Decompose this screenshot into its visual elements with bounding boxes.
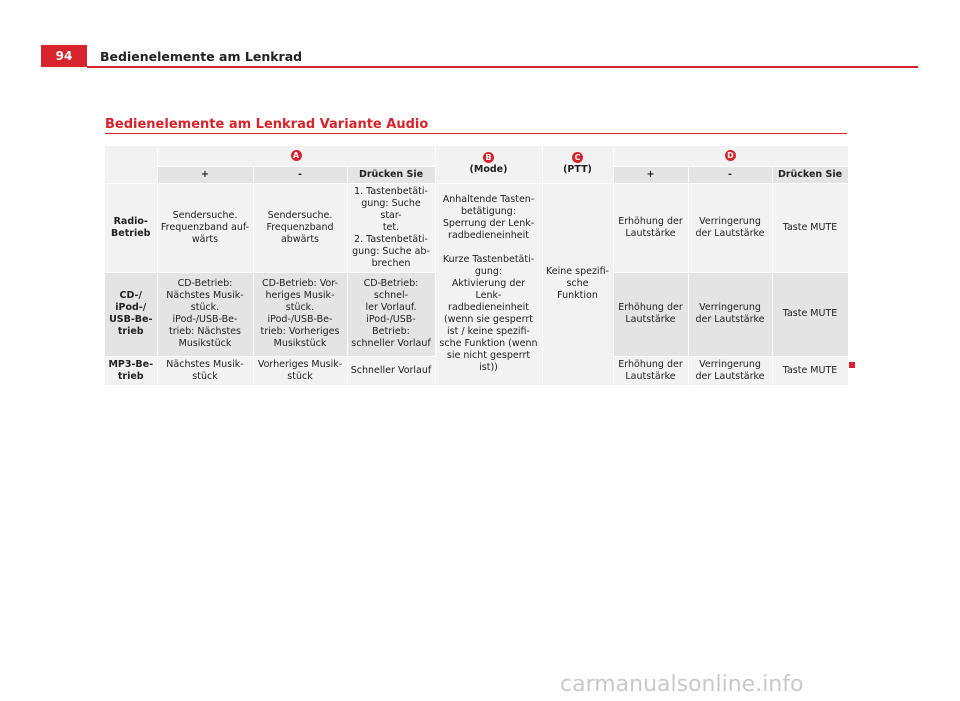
- column-header-a: [157, 146, 435, 166]
- cell-radio-a-plus: Sendersuche. Frequenzband auf- wärts: [157, 183, 253, 272]
- subheader-a-plus: +: [157, 166, 253, 183]
- header-corner: [105, 146, 157, 183]
- row-mode-mp3: MP3-Be- trieb: [105, 356, 157, 385]
- cell-cd-d-plus: Erhöhung der Lautstärke: [613, 272, 688, 356]
- row-mode-cd: CD-/ iPod-/ USB-Be- trieb: [105, 272, 157, 356]
- cell-cd-d-press: Taste MUTE: [772, 272, 848, 356]
- cell-cd-a-plus: CD-Betrieb: Nächstes Musik- stück. iPod-/USB-Be- trieb: Nächstes Musikstück: [157, 272, 253, 356]
- cell-c-ptt: Keine spezifi- sche Funktion: [542, 183, 613, 385]
- subheader-d-plus: +: [613, 166, 688, 183]
- row-mode-radio: Radio- Betrieb: [105, 183, 157, 272]
- marker-b-icon: B: [483, 152, 494, 163]
- cell-radio-d-plus: Erhöhung der Lautstärke: [613, 183, 688, 272]
- cell-cd-a-press: CD-Betrieb: schnel- ler Vorlauf. iPod-/USB-Betrieb: schneller Vorlauf: [347, 272, 435, 356]
- marker-a-icon: A: [291, 150, 302, 161]
- page-header-title: Bedienelemente am Lenkrad: [100, 49, 303, 64]
- subheader-a-minus: -: [253, 166, 347, 183]
- section-title: Bedienelemente am Lenkrad Variante Audio: [105, 117, 429, 132]
- cell-mp3-d-plus: Erhöhung der Lautstärke: [613, 356, 688, 385]
- cell-radio-d-minus: Verringerung der Lautstärke: [688, 183, 772, 272]
- column-header-c: [542, 146, 613, 183]
- cell-radio-a-minus: Sendersuche. Frequenzband abwärts: [253, 183, 347, 272]
- subheader-d-press: Drücken Sie: [772, 166, 848, 183]
- subheader-a-press: Drücken Sie: [347, 166, 435, 183]
- column-header-d: [613, 146, 848, 166]
- cell-mp3-d-press: Taste MUTE: [772, 356, 848, 385]
- watermark-text: carmanualsonline.info: [560, 672, 804, 697]
- cell-cd-d-minus: Verringerung der Lautstärke: [688, 272, 772, 356]
- cell-radio-d-press: Taste MUTE: [772, 183, 848, 272]
- cell-mp3-a-press: Schneller Vorlauf: [347, 356, 435, 385]
- cell-b-mode: Anhaltende Tasten- betätigung: Sperrung der Lenk- radbedieneinheit Kurze Tastenbetäti- gung: Aktivierung der Lenk- radbedieneinheit (wenn sie gesperrt ist / keine spezifi- sche Funktion (wenn sie nicht gesperrt ist)): [435, 183, 542, 385]
- column-b-label: (Mode): [469, 164, 508, 176]
- cell-radio-a-press: 1. Tastenbetäti- gung: Suche star- tet. 2. Tastenbetäti- gung: Suche ab- brechen: [347, 183, 435, 272]
- cell-mp3-a-minus: Vorheriges Musik- stück: [253, 356, 347, 385]
- column-header-b: [435, 146, 542, 183]
- marker-c-icon: C: [572, 152, 583, 163]
- subheader-d-minus: -: [688, 166, 772, 183]
- controls-table: [105, 146, 849, 386]
- marker-d-icon: D: [725, 150, 736, 161]
- column-c-label: (PTT): [563, 164, 592, 176]
- cell-mp3-d-minus: Verringerung der Lautstärke: [688, 356, 772, 385]
- section-end-marker: [849, 362, 855, 368]
- header-rule: [87, 66, 918, 68]
- cell-cd-a-minus: CD-Betrieb: Vor- heriges Musik- stück. iPod-/USB-Be- trieb: Vorheriges Musikstück: [253, 272, 347, 356]
- page-number: 94: [41, 45, 87, 67]
- cell-mp3-a-plus: Nächstes Musik- stück: [157, 356, 253, 385]
- section-rule: [105, 133, 847, 134]
